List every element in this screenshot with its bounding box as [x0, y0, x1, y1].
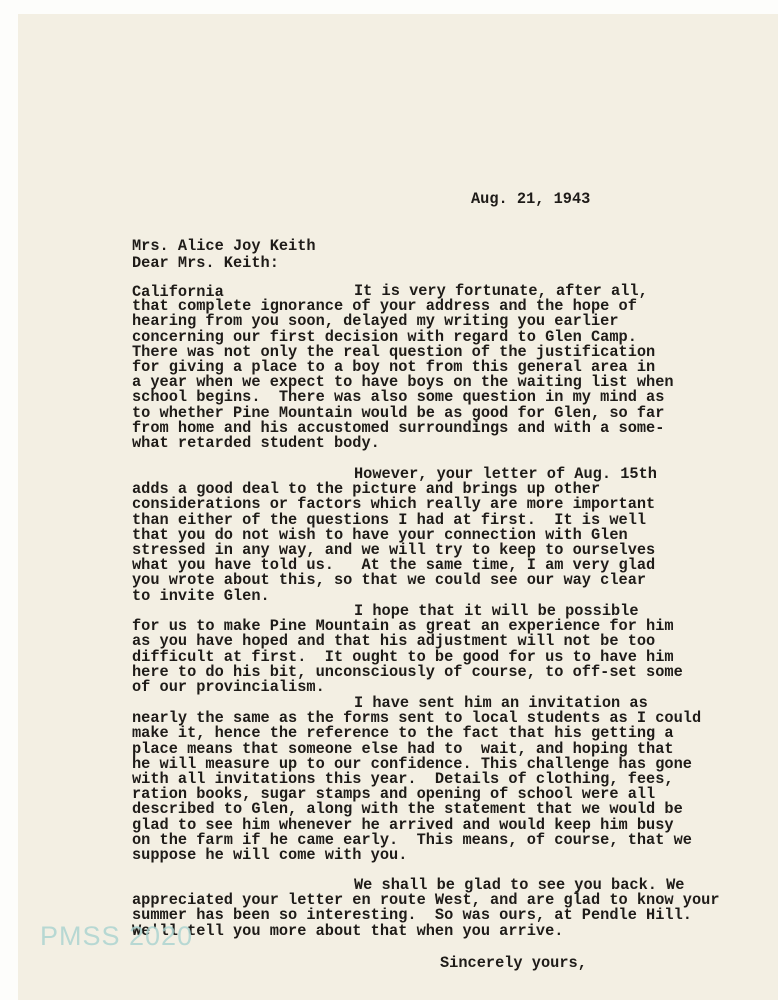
text-line: adds a good deal to the picture and brings up other — [132, 480, 601, 499]
paragraph-5 — [132, 878, 720, 939]
text-line: appreciated your letter en route West, and are glad to know your — [132, 891, 720, 910]
text-line: concerning our first decision with regard to Glen Camp. — [132, 327, 637, 346]
text-line: with all invitations this year. Details of clothing, fees, — [132, 769, 674, 788]
text-line: of our provincialism. — [132, 677, 325, 696]
paragraph-1 — [132, 284, 674, 451]
text-line: a year when we expect to have boys on the waiting list when — [132, 373, 674, 392]
text-line: for giving a place to a boy not from this general area in — [132, 357, 656, 376]
text-line: to whether Pine Mountain would be as good for Glen, so far — [132, 403, 665, 422]
text-line: glad to see him whenever he arrived and would keep him busy — [132, 815, 674, 834]
text-line: that complete ignorance of your address and the hope of — [132, 297, 637, 316]
paragraph-2 — [132, 467, 657, 604]
text-line: here to do his bit, unconsciously of course, to off-set some — [132, 662, 683, 681]
text-line: make it, hence the reference to the fact that his getting a — [132, 724, 674, 743]
text-line: There was not only the real question of the justification — [132, 342, 656, 361]
text-line: what you have told us. At the same time, I am very glad — [132, 556, 656, 575]
text-line: stressed in any way, and we will try to keep to ourselves — [132, 540, 656, 559]
letter-date: Aug. 21, 1943 — [471, 190, 591, 208]
text-line: hearing from you soon, delayed my writing you earlier — [132, 312, 619, 331]
text-line: to invite Glen. — [132, 586, 270, 605]
text-line: We shall be glad to see you back. We — [354, 876, 685, 894]
text-line: than either of the questions I had at first. It is well — [132, 510, 647, 529]
text-line: from home and his accustomed surroundings and with a some- — [132, 418, 665, 437]
text-line: for us to make Pine Mountain as great an experience for him — [132, 617, 674, 636]
paragraph-3 — [132, 604, 683, 695]
watermark: PMSS 2020 — [40, 921, 194, 951]
text-line: as you have hoped and that his adjustment will not be too — [132, 632, 656, 651]
text-line: nearly the same as the forms sent to local students as I could — [132, 709, 702, 728]
text-line: I have sent him an invitation as — [354, 694, 648, 712]
text-line: However, your letter of Aug. 15th — [354, 465, 657, 483]
text-line: place means that someone else had to wait, and hoping that — [132, 739, 674, 758]
text-line: difficult at first. It ought to be good for us to have him — [132, 647, 674, 666]
text-line: considerations or factors which really are more important — [132, 495, 656, 514]
text-line: suppose he will come with you. — [132, 845, 408, 864]
recipient-name: Mrs. Alice Joy Keith — [132, 237, 316, 256]
text-line: It is very fortunate, after all, — [354, 282, 648, 300]
text-line: that you do not wish to have your connection with Glen — [132, 525, 628, 544]
text-line: he will measure up to our confidence. This challenge has gone — [132, 754, 692, 773]
text-line: school begins. There was also some question in my mind as — [132, 388, 665, 407]
text-line: We'll tell you more about that when you arrive. — [132, 921, 564, 940]
recipient-location: California — [132, 283, 224, 301]
paragraph-4 — [132, 696, 701, 863]
text-line: I hope that it will be possible — [354, 602, 639, 620]
text-line: summer has been so interesting. So was ours, at Pendle Hill. — [132, 906, 692, 925]
text-line: described to Glen, along with the statement that we would be — [132, 800, 683, 819]
salutation: Dear Mrs. Keith: — [132, 254, 279, 272]
text-line: you wrote about this, so that we could see our way clear — [132, 571, 647, 590]
closing: Sincerely yours, — [440, 954, 587, 972]
text-line: ration books, sugar stamps and opening of school were all — [132, 785, 656, 804]
text-line: on the farm if he came early. This means, of course, that we — [132, 830, 692, 849]
text-line: what retarded student body. — [132, 433, 380, 452]
